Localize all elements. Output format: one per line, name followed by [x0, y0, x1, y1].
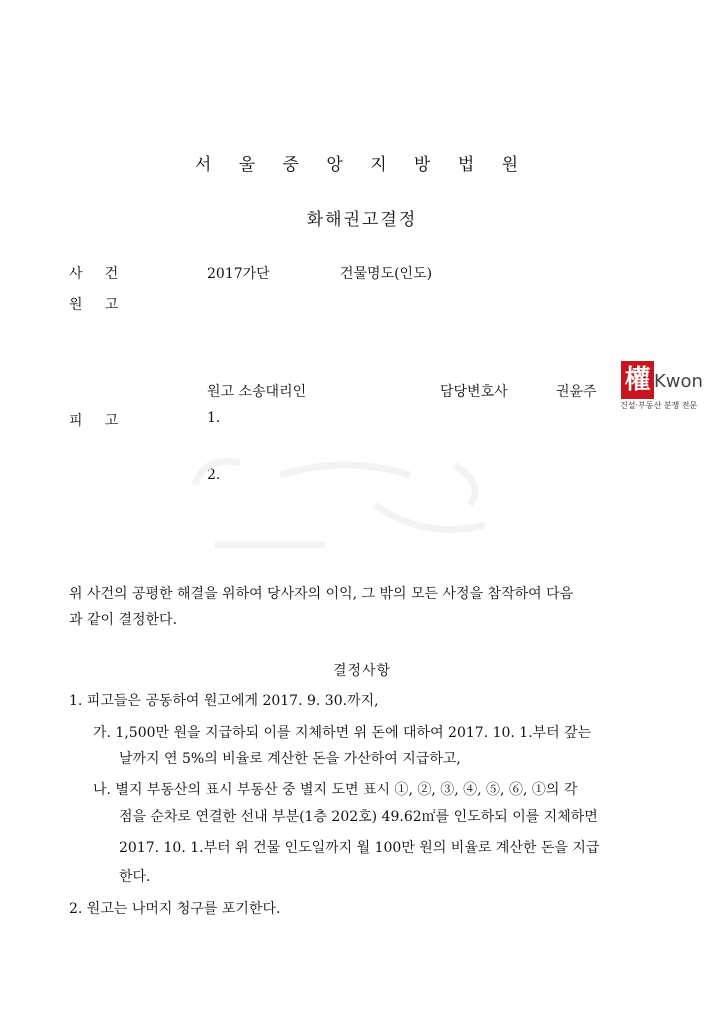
logo-tagline: 건설·부동산 분쟁 전문 — [620, 401, 698, 410]
intro-line-2: 과 같이 결정한다. — [69, 612, 178, 628]
case-name: 건물명도(인도) — [340, 266, 433, 282]
decision-item-1-ga-line-2: 날까지 연 5%의 비율로 계산한 돈을 가산하여 지급하고, — [119, 751, 461, 767]
decision-item-1: 1. 피고들은 공동하여 원고에게 2017. 9. 30.까지, — [69, 693, 379, 709]
lawyer-name: 권윤주 — [556, 384, 597, 400]
decision-heading: 결정사항 — [332, 663, 392, 679]
decision-item-1-ga-line-1: 가. 1,500만 원을 지급하되 이를 지체하면 위 돈에 대하여 2017. 10. 1.부터 갚는 — [93, 725, 592, 741]
intro-line-1: 위 사건의 공평한 해결을 위하여 당사자의 이익, 그 밖의 모든 사정을 참작하여 다음 — [69, 586, 574, 602]
decision-item-2: 2. 원고는 나머지 청구를 포기한다. — [69, 901, 281, 917]
case-number: 2017가단 — [207, 266, 270, 282]
decision-item-1-na-line-3: 2017. 10. 1.부터 위 건물 인도일까지 월 100만 원의 비율로 계산한 돈을 지급 — [119, 840, 600, 856]
defendant-item-2: 2. — [207, 467, 221, 483]
lawyer-label: 담당변호사 — [440, 384, 508, 400]
faint-watermark — [185, 445, 515, 560]
plaintiff-label: 원 고 — [69, 297, 119, 313]
plaintiff-agent-label: 원고 소송대리인 — [207, 384, 307, 400]
decision-item-1-na-line-2: 점을 순차로 연결한 선내 부분(1층 202호) 49.62㎡를 인도하되 이를 지체하면 — [119, 809, 598, 825]
defendant-item-1: 1. — [207, 410, 221, 426]
seal-stamp — [621, 361, 654, 399]
logo-wordmark: Kwon — [654, 371, 703, 392]
decision-item-1-na-line-4: 한다. — [119, 869, 151, 885]
court-name: 서 울 중 앙 지 방 법 원 — [194, 155, 530, 175]
defendant-label: 피 고 — [69, 413, 119, 429]
seal-glyph: 權 — [624, 365, 651, 395]
decision-item-1-na-line-1: 나. 별지 부동산의 표시 부동산 중 별지 도면 표시 ①, ②, ③, ④, ⑤, ⑥, ①의 각 — [93, 782, 578, 798]
case-label: 사 건 — [69, 266, 119, 282]
document-title: 화해권고결정 — [306, 210, 418, 230]
